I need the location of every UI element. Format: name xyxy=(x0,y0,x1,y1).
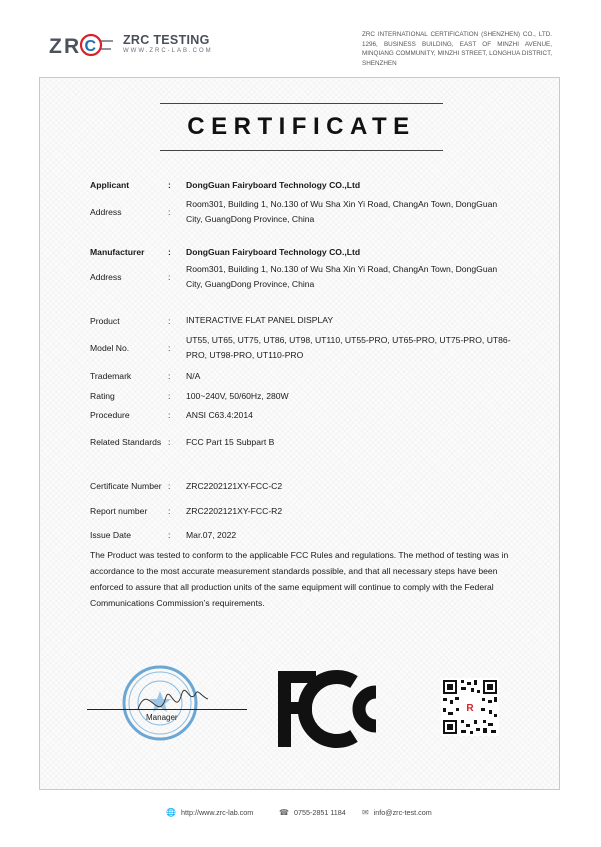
rating-label: Rating xyxy=(90,391,115,401)
title-rule-top xyxy=(160,103,443,104)
report-number-label: Report number xyxy=(90,506,148,516)
colon: : xyxy=(168,391,171,401)
colon: : xyxy=(168,207,171,217)
applicant-label: Applicant xyxy=(90,180,130,190)
footer-website-text[interactable]: http://www.zrc-lab.com xyxy=(180,808,254,817)
certificate-title: CERTIFICATE xyxy=(187,113,416,140)
footer-phone-text[interactable]: 0755-2851 1184 xyxy=(293,808,346,817)
zrc-logo xyxy=(49,32,117,58)
issue-date-label: Issue Date xyxy=(90,530,132,540)
globe-icon: 🌐 xyxy=(166,808,176,817)
manufacturer-name: DongGuan Fairyboard Technology CO.,Ltd xyxy=(186,247,361,257)
applicant-address: Room301, Building 1, No.130 of Wu Sha Xin Yi Road, ChangAn Town, DongGuan City, GuangDong Province, China xyxy=(186,199,498,224)
brand-url[interactable]: WWW.ZRC-LAB.COM xyxy=(123,48,213,54)
colon: : xyxy=(168,272,171,282)
manufacturer-address: Room301, Building 1, No.130 of Wu Sha Xin Yi Road, ChangAn Town, DongGuan City, GuangDong Province, China xyxy=(186,264,498,289)
colon: : xyxy=(168,506,171,516)
product-value: INTERACTIVE FLAT PANEL DISPLAY xyxy=(186,315,334,325)
qr-code-icon[interactable] xyxy=(441,678,499,736)
issue-date-value: Mar.07, 2022 xyxy=(186,530,237,540)
certificate-number-label: Certificate Number xyxy=(90,481,162,491)
phone-icon: ☎ xyxy=(279,808,289,817)
colon: : xyxy=(168,371,171,381)
colon: : xyxy=(168,437,171,447)
procedure-label: Procedure xyxy=(90,410,130,420)
manufacturer-address-label: Address xyxy=(90,272,122,282)
brand-name: ZRC TESTING xyxy=(123,33,210,47)
trademark-label: Trademark xyxy=(90,371,132,381)
mail-icon: ✉ xyxy=(362,808,369,817)
colon: : xyxy=(168,343,171,353)
footer-website[interactable] xyxy=(166,808,253,817)
product-label: Product xyxy=(90,316,120,326)
footer-email[interactable] xyxy=(362,808,432,817)
signature-line xyxy=(87,709,247,710)
standards-value: FCC Part 15 Subpart B xyxy=(186,437,275,447)
colon: : xyxy=(168,316,171,326)
signatory-title: Manager xyxy=(146,713,178,722)
company-address: ZRC INTERNATIONAL CERTIFICATION (SHENZHEN) CO., LTD. 1296, BUSINESS BUILDING, EAST OF MINZHI AVENUE, MINQIANG COMMUNITY, MINZHI STREET, LONGHUA DISTRICT, SHENZHEN xyxy=(362,31,552,67)
applicant-address-label: Address xyxy=(90,207,122,217)
model-value: UT55, UT65, UT75, UT86, UT98, UT110, UT55-PRO, UT65-PRO, UT75-PRO, UT86-PRO, UT98-PRO, UT110-PRO xyxy=(186,335,511,360)
colon: : xyxy=(168,530,171,540)
footer-phone[interactable] xyxy=(279,808,346,817)
company-seal-icon xyxy=(120,663,215,747)
svg-text:R: R xyxy=(466,703,474,714)
svg-text:Z: Z xyxy=(49,35,62,58)
footer-email-text[interactable]: info@zrc-test.com xyxy=(373,808,432,817)
standards-label: Related Standards xyxy=(90,437,162,447)
certificate-number-value: ZRC2202121XY-FCC-C2 xyxy=(186,481,283,491)
procedure-value: ANSI C63.4:2014 xyxy=(186,410,253,420)
colon: : xyxy=(168,180,171,190)
rating-value: 100~240V, 50/60Hz, 280W xyxy=(186,391,289,401)
title-rule-bottom xyxy=(160,150,443,151)
svg-text:R: R xyxy=(64,35,80,58)
colon: : xyxy=(168,247,171,257)
svg-text:C: C xyxy=(84,38,97,55)
fcc-logo-icon xyxy=(278,669,385,749)
report-number-value: ZRC2202121XY-FCC-R2 xyxy=(186,506,283,516)
colon: : xyxy=(168,481,171,491)
model-label: Model No. xyxy=(90,343,130,353)
colon: : xyxy=(168,410,171,420)
trademark-value: N/A xyxy=(186,371,201,381)
manufacturer-label: Manufacturer xyxy=(90,247,145,257)
applicant-name: DongGuan Fairyboard Technology CO.,Ltd xyxy=(186,180,361,190)
conformity-statement: The Product was tested to conform to the applicable FCC Rules and regulations. The method of testing was in accordance to the most accurate measurement standards possible, and that all necessary steps have been enforced to assure that all production units of the same equipment will continue to comply with the Federal Communications Commission’s requirements. xyxy=(90,550,509,608)
